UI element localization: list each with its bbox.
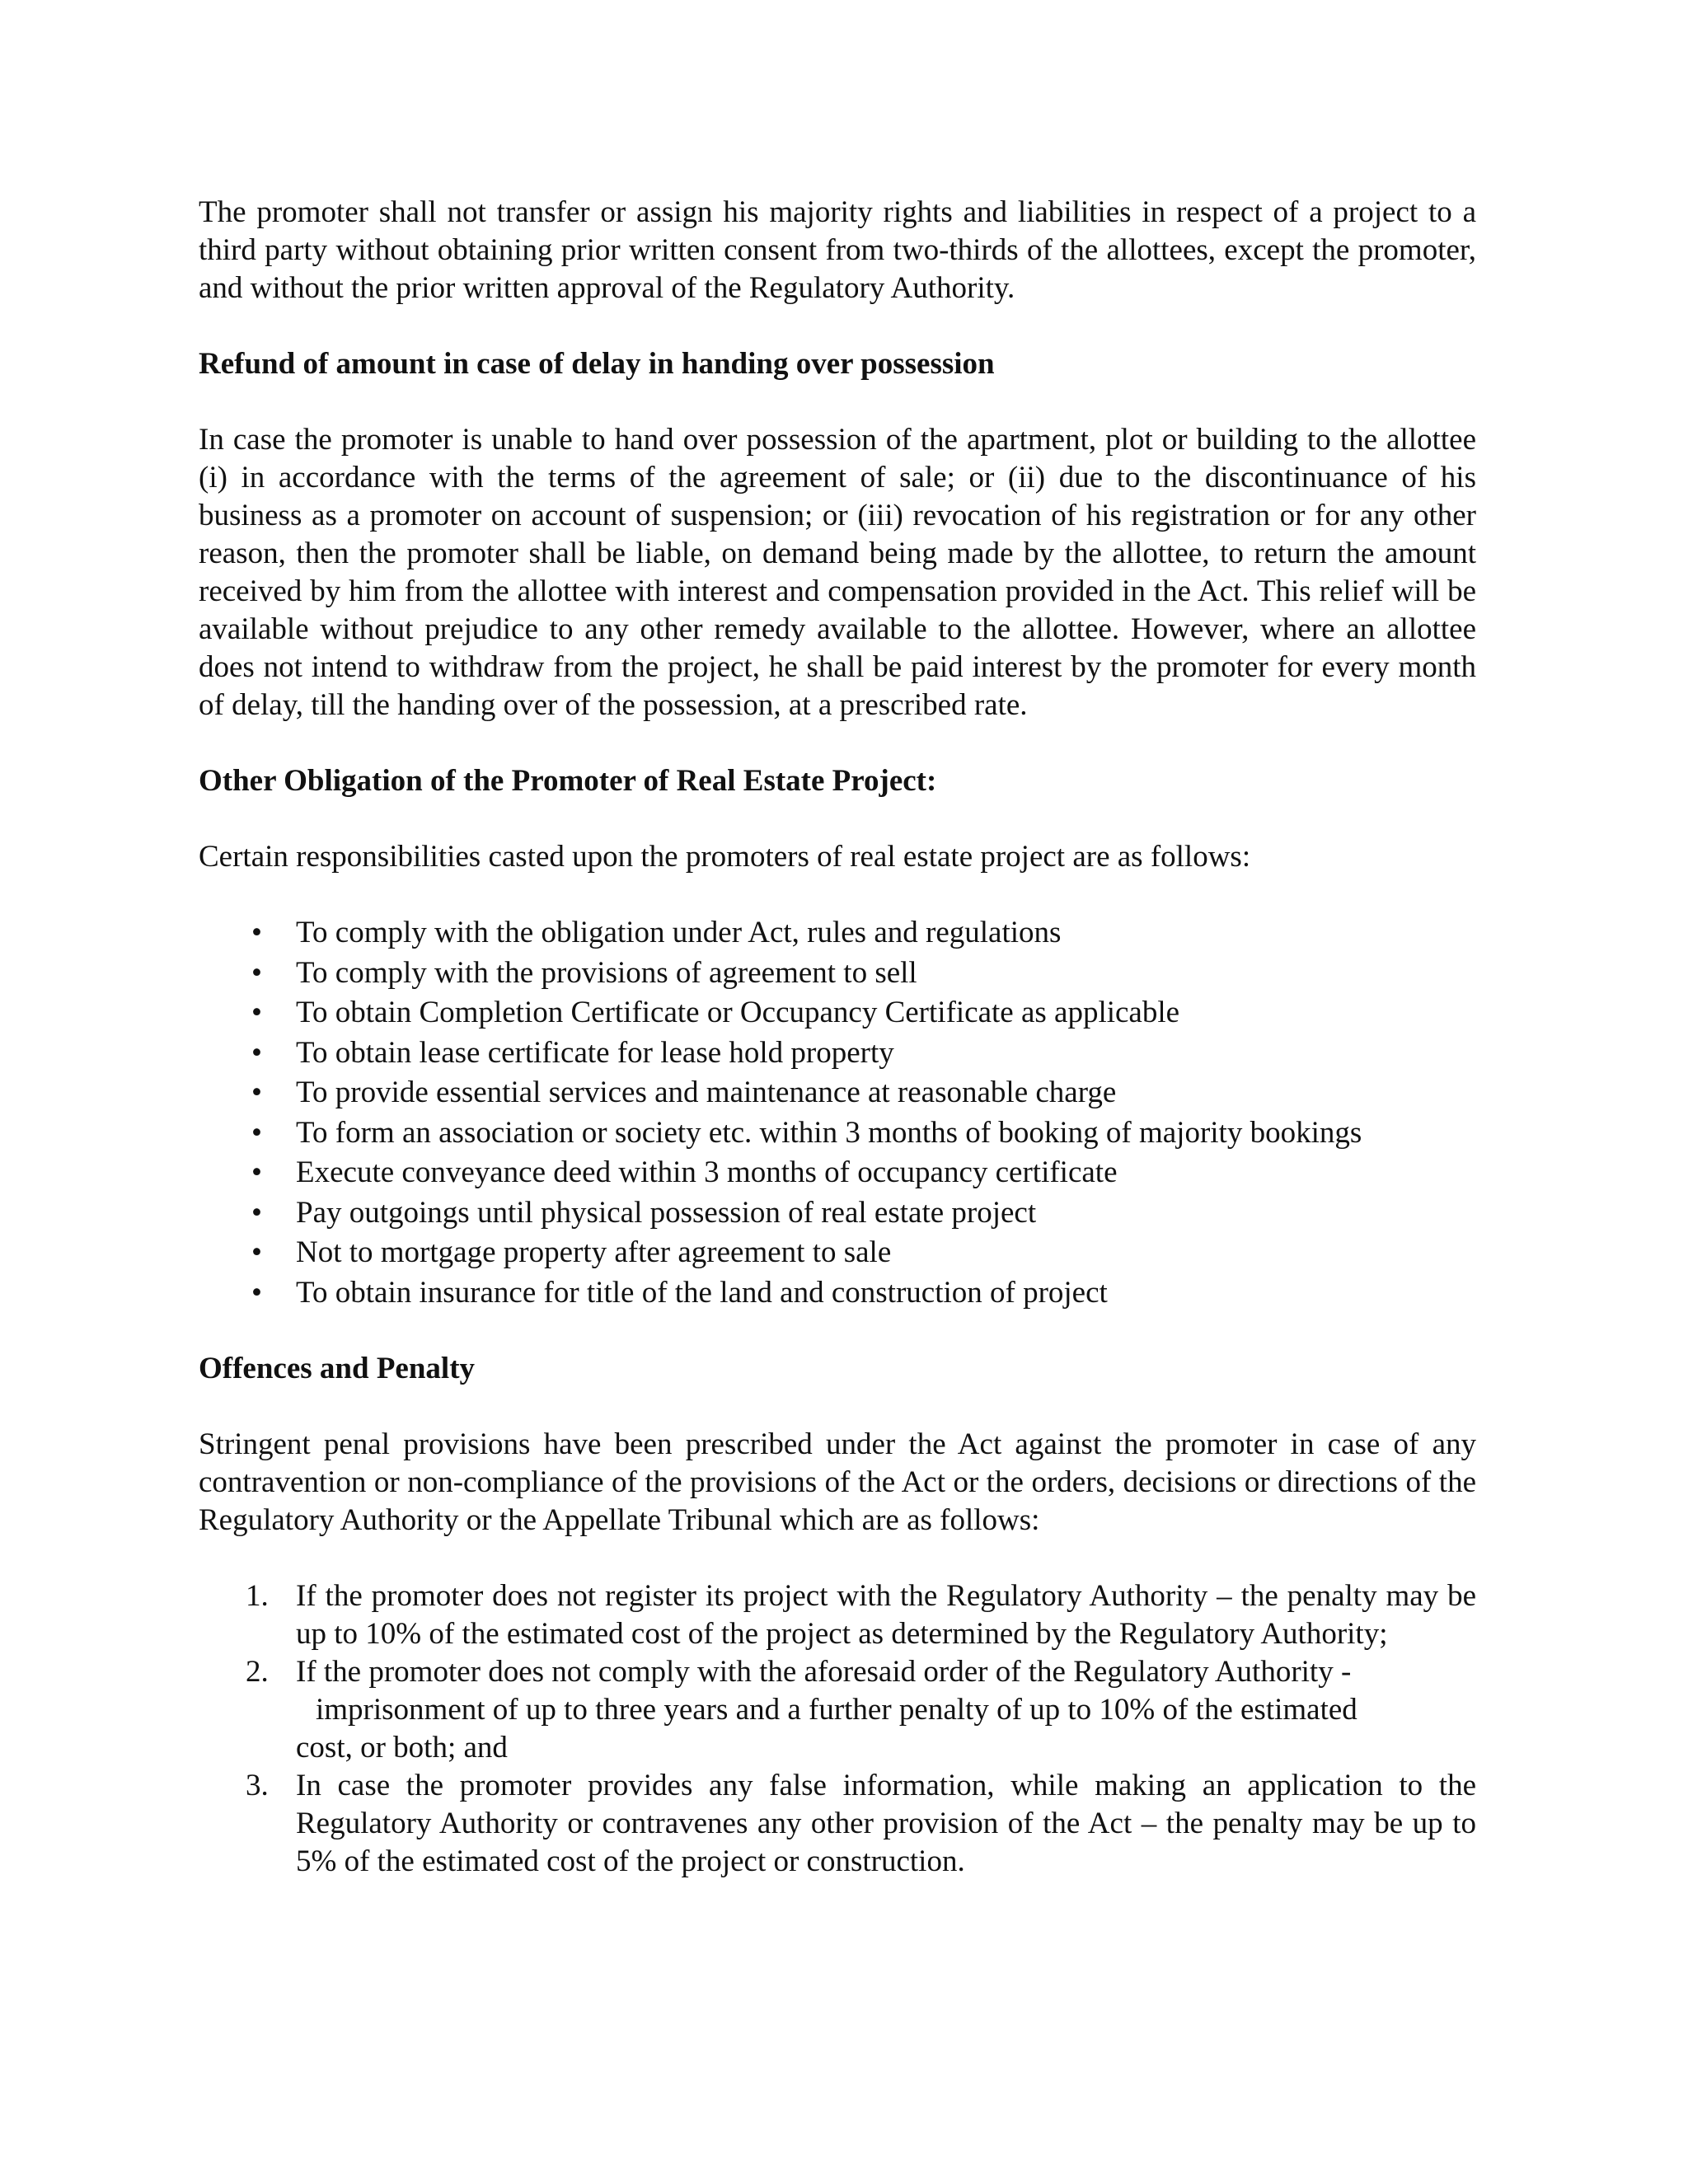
list-item [199,914,1476,952]
list-item-text: To obtain insurance for title of the land and construction of project [296,1275,1108,1310]
bullet-icon: • [251,996,262,1029]
list-item [199,1234,1476,1272]
obligations-intro: Certain responsibilities casted upon the promoters of real estate project are as follows: [199,840,1251,874]
list-item [199,1194,1476,1232]
list-item-text: Execute conveyance deed within 3 months of occupancy certificate [296,1155,1118,1189]
bullet-icon: • [251,1155,262,1189]
penalty-text: In case the promoter provides any false information, while making an application to the Regulatory Authority or contravenes any other provision of the Act – the penalty may be up to 5% of the estimated cost of the project or construction. [296,1768,1476,1878]
refund-heading: Refund of amount in case of delay in handing over possession [199,347,995,381]
offences-intro: Stringent penal provisions have been prescribed under the Act against the promoter in case of any contravention or non-compliance of the provisions of the Act or the orders, decisions or directions of the Regulatory Authority or the Appellate Tribunal which are as follows: [199,1427,1476,1537]
penalties-list [199,1577,1476,1881]
list-item [199,1114,1476,1152]
list-item-text: To comply with the provisions of agreement to sell [296,955,917,990]
bullet-icon: • [251,1035,262,1070]
list-item-text: To comply with the obligation under Act, rules and regulations [296,916,1062,949]
penalty-text: If the promoter does not register its project with the Regulatory Authority – the penalty may be up to 10% of the estimated cost of the project as determined by the Regulatory Authority; [296,1578,1476,1651]
bullet-icon: • [251,955,262,990]
list-item-text: Pay outgoings until physical possession of real estate project [296,1195,1037,1230]
penalty-text-line: cost, or both; and [296,1730,508,1765]
offences-heading: Offences and Penalty [199,1351,476,1385]
bullet-icon: • [251,1275,262,1310]
bullet-icon: • [251,1195,262,1230]
item-number: 3. [246,1768,269,1802]
bullet-icon: • [251,1076,262,1109]
list-item-text: Not to mortgage property after agreement to sale [296,1235,892,1269]
list-item [199,1274,1476,1312]
bullet-icon: • [251,1235,262,1269]
item-number: 1. [246,1578,269,1613]
document-page [199,194,1476,1881]
penalty-text-line: imprisonment of up to three years and a further penalty of up to 10% of the estimated [316,1692,1357,1727]
list-item-text: To form an association or society etc. within 3 months of booking of majority bookings [296,1115,1362,1150]
intro-paragraph: The promoter shall not transfer or assign his majority rights and liabilities in respect of a project to a third party without obtaining prior written consent from two-thirds of the allottees, except the promoter, and without the prior written approval of the Regulatory Authority. [199,195,1476,305]
penalty-text-line: If the promoter does not comply with the aforesaid order of the Regulatory Authority - [296,1654,1352,1689]
list-item [199,954,1476,992]
list-item-text: To obtain lease certificate for lease hold property [296,1035,894,1070]
obligations-heading: Other Obligation of the Promoter of Real Estate Project: [199,764,937,798]
item-number: 2. [246,1654,269,1689]
list-item-text: To provide essential services and maintenance at reasonable charge [296,1076,1117,1109]
list-item [199,1074,1476,1112]
penalty-item [199,1577,1476,1653]
obligations-list [199,914,1476,1312]
bullet-icon: • [251,1115,262,1150]
penalty-item [199,1767,1476,1881]
penalty-item [199,1653,1476,1767]
list-item-text: To obtain Completion Certificate or Occupancy Certificate as applicable [296,996,1180,1029]
bullet-icon: • [251,916,262,949]
list-item [199,994,1476,1032]
list-item [199,1034,1476,1072]
refund-paragraph: In case the promoter is unable to hand over possession of the apartment, plot or building to the allottee (i) in accordance with the terms of the agreement of sale; or (ii) due to the discontinuance of his business as a promoter on account of suspension; or (iii) revocation of his registration or for any other reason, then the promoter shall be liable, on demand being made by the allottee, to return the amount received by him from the allottee with interest and compensation provided in the Act. This relief will be available without prejudice to any other remedy available to the allottee. However, where an allottee does not intend to withdraw from the project, he shall be paid interest by the promoter for every month of delay, till the handing over of the possession, at a prescribed rate. [199,423,1476,722]
list-item [199,1154,1476,1192]
